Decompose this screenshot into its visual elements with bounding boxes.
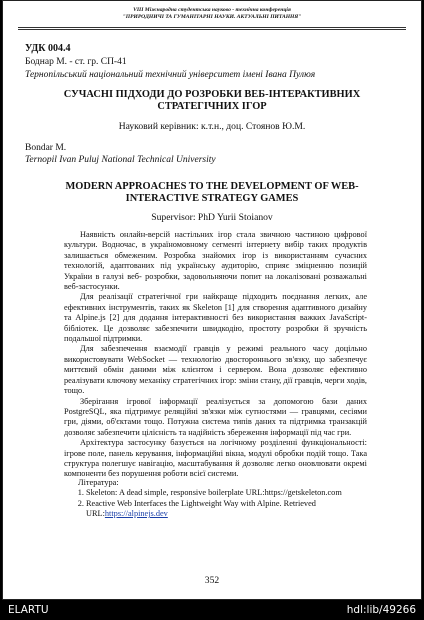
- paragraph: Для реалізації стратегічної гри найкраще підходить поєднання легких, але ефективних інструментів, таких як Skeleton [1] для створення адаптивного дизайну та Alpine.js [2] для додання інтерактивності без використання важких JavaScript-бібліотек. Це дозволяє забезпечити швидкодію, простоту розробки й зручність подальшої підтримки.: [64, 292, 367, 344]
- title-eng: MODERN APPROACHES TO THE DEVELOPMENT OF WEB-INTERACTIVE STRATEGY GAMES: [65, 181, 359, 204]
- reference-item: [86, 488, 367, 498]
- paragraph: Архітектура застосунку базується на логічному розділенні функціональності: ігрове поле, панель керування, інформаційні вікна, модулі обробки подій тощо. Така структура полегшує навігацію, масштабування й дозволяє легко оновлювати окремі компоненти без порушення роботи всієї системи.: [64, 438, 367, 479]
- affiliation-eng: Ternopil Ivan Puluj National Technical University: [25, 155, 216, 165]
- document-page: [2, 0, 422, 600]
- page-number: 352: [204, 575, 220, 586]
- author-ukr: Боднар М. - ст. гр. СП-41: [25, 57, 127, 67]
- references-list: [64, 488, 367, 519]
- conference-line-2: "ПРИРОДНИЧІ ТА ГУМАНІТАРНІ НАУКИ. АКТУАЛЬНІ ПИТАННЯ": [122, 13, 302, 20]
- title-ukr: СУЧАСНІ ПІДХОДИ ДО РОЗРОБКИ ВЕБ-ІНТЕРАКТИВНИХ СТРАТЕГІЧНИХ ІГОР: [63, 89, 361, 112]
- supervisor-ukr: Науковий керівник: к.т.н., доц. Стоянов Ю.М.: [118, 121, 306, 132]
- reference-text: Skeleton: A dead simple, responsive boilerplate URL:https://getskeleton.com: [86, 488, 342, 498]
- supervisor-eng: Supervisor: PhD Yurii Stoianov: [151, 212, 273, 223]
- author-eng: Bondar M.: [25, 143, 67, 153]
- references-heading: Література:: [78, 478, 119, 487]
- reference-item: [86, 499, 367, 520]
- affiliation-ukr: Тернопільський національний технічний університет імені Івана Пулюя: [25, 70, 316, 80]
- paragraph: Наявність онлайн-версій настільних ігор стала звичною частиною цифрової культури. Водночас, в україномовному сегменті інтернету вибір таких продуктів залишається обмеженим. Розробка знайомих ігор із використанням сучасних технологій, адаптованих під українську аудиторію, сприяє зміцненню позицій України в галузі веб- розробки, задовольняючи попит на локалізовані розважальні веб-застосунки.: [64, 230, 367, 292]
- header-rule: [18, 27, 406, 28]
- paragraph: Зберігання ігрової інформації реалізується за допомогою бази даних PostgreSQL, яка підтримує реляційні зв'язки між сутностями — гравцями, сесіями гри, діями, об'єктами тощо. Потужна система типів даних та підтримка транзакцій дозволяє забезпечити цілісність та надійність збереження інформації під час гри.: [64, 396, 367, 437]
- references: [64, 478, 367, 520]
- reference-text: Reactive Web Interfaces the Lightweight Way with Alpine. Retrieved URL:: [86, 498, 316, 519]
- conference-header: [3, 7, 421, 21]
- handle-label: hdl:lib/49266: [346, 604, 416, 616]
- udk-code: УДК 004.4: [25, 43, 71, 54]
- repository-label: ELARTU: [8, 604, 49, 616]
- header-rule-thin: [18, 29, 406, 30]
- paragraph: Для забезпечення взаємодії гравців у режимі реального часу доцільно використовувати WebSocket — технологію двостороннього зв'язку, що забезпечує миттєвий обмін даними між клієнтом і сервером. Вона дозволяє ефективно реалізувати ключову механіку стратегічних ігор: зміни стану, дії гравців, черги ходів, тощо.: [64, 344, 367, 396]
- reference-link[interactable]: https://alpinejs.dev: [104, 509, 168, 519]
- conference-line-1: VIII Міжнародна студентська науково - технічна конференція: [133, 7, 291, 13]
- body-text: [64, 230, 367, 480]
